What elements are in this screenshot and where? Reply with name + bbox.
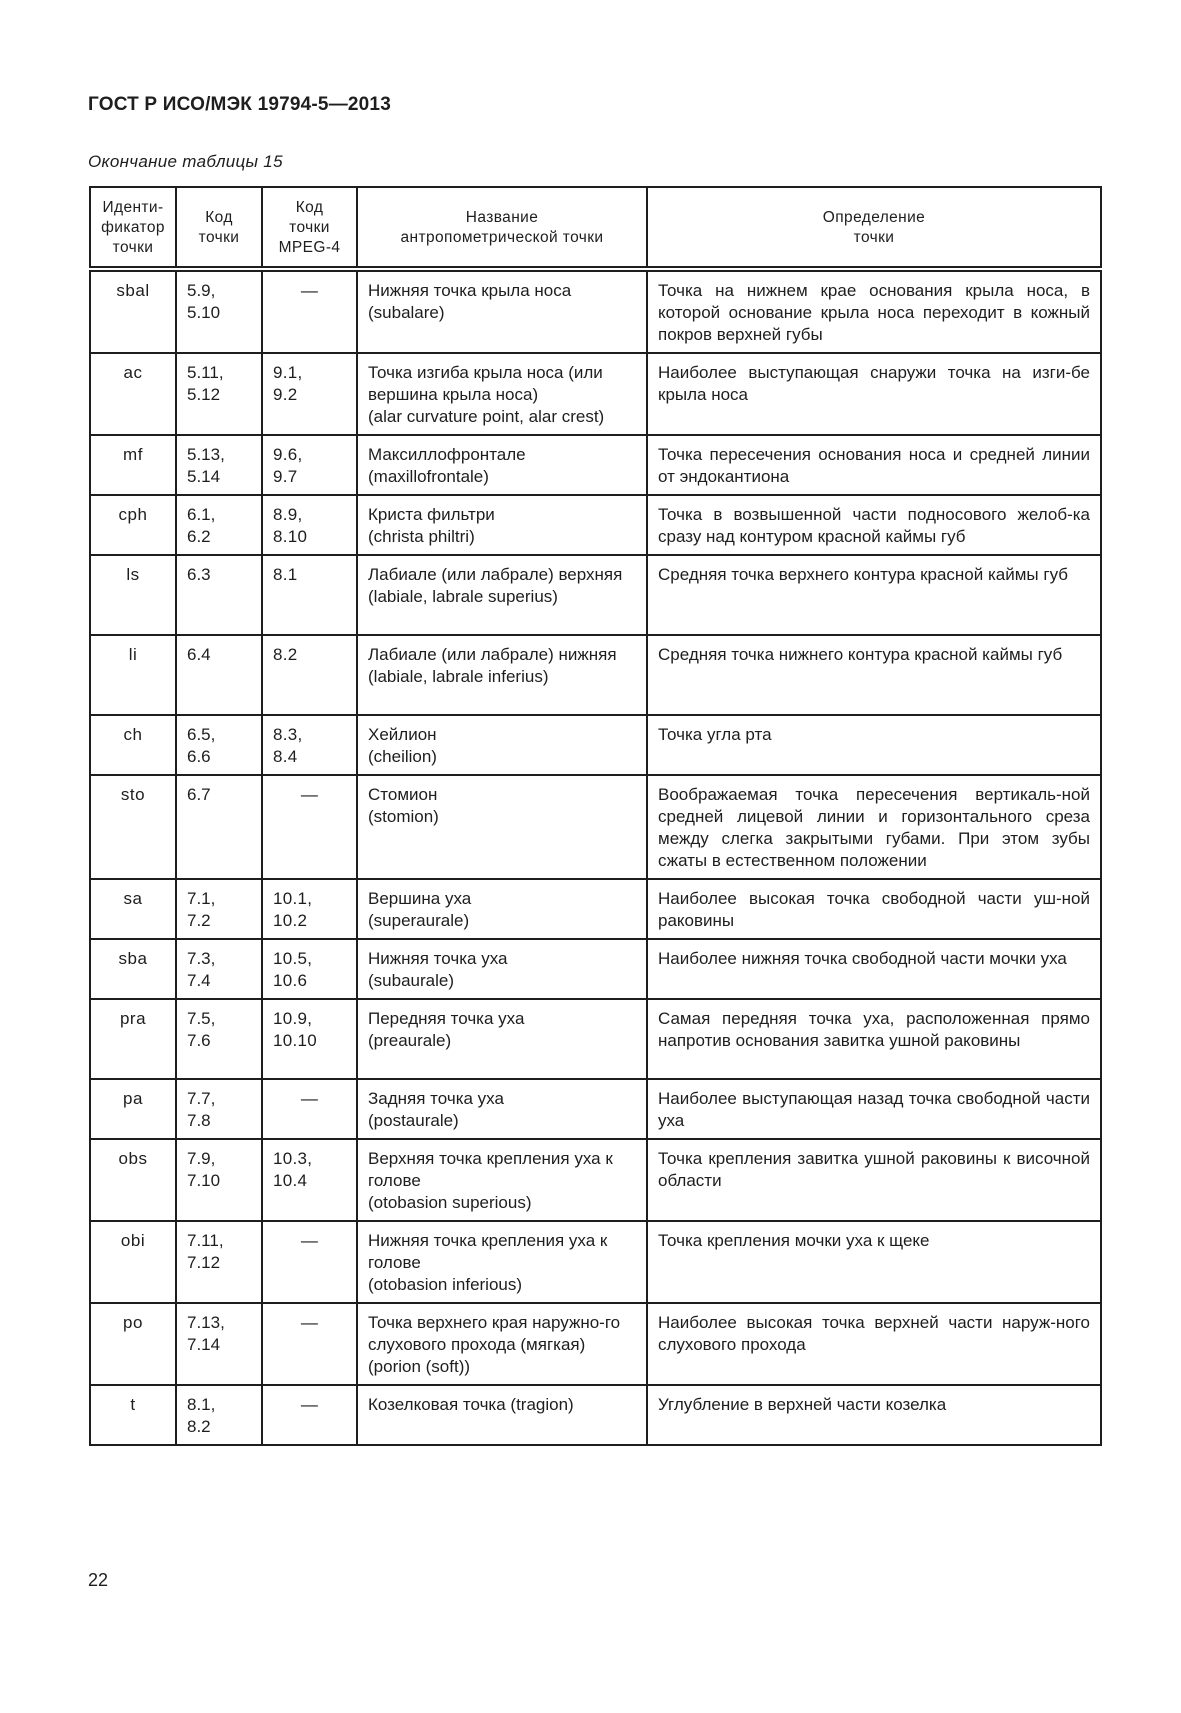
col-header-definition: Определение точки [647,187,1101,269]
cell-definition: Наиболее выступающая снаружи точка на изги-бе крыла носа [647,353,1101,435]
cell-name: Стомион (stomion) [357,775,647,879]
cell-code: 7.1, 7.2 [176,879,262,939]
table-row [90,269,1101,353]
landmark-table [89,186,1102,1446]
cell-identifier: sto [90,775,176,879]
table-row [90,495,1101,555]
cell-code: 5.11, 5.12 [176,353,262,435]
cell-code: 8.1, 8.2 [176,1385,262,1445]
cell-identifier: sba [90,939,176,999]
cell-mpeg-code: 8.3, 8.4 [262,715,357,775]
cell-identifier: li [90,635,176,715]
cell-identifier: mf [90,435,176,495]
cell-name: Верхняя точка крепления уха к голове (otobasion superious) [357,1139,647,1221]
cell-mpeg-code: 8.2 [262,635,357,715]
table-row [90,353,1101,435]
cell-mpeg-code: — [262,1303,357,1385]
table-row [90,715,1101,775]
table-row [90,999,1101,1079]
col-header-code: Код точки [176,187,262,269]
cell-mpeg-code: — [262,775,357,879]
cell-name: Нижняя точка крыла носа (subalare) [357,269,647,353]
cell-code: 7.5, 7.6 [176,999,262,1079]
cell-identifier: ls [90,555,176,635]
table-row [90,939,1101,999]
cell-name: Максиллофронтале (maxillofrontale) [357,435,647,495]
table-body [90,269,1101,1445]
table-caption: Окончание таблицы 15 [88,152,283,171]
cell-name: Точка изгиба крыла носа (или вершина крыла носа) (alar curvature point, alar crest) [357,353,647,435]
col-header-mpeg-code: Код точки MPEG-4 [262,187,357,269]
cell-definition: Точка пересечения основания носа и средней линии от эндокантиона [647,435,1101,495]
cell-definition: Точка угла рта [647,715,1101,775]
table-row [90,1079,1101,1139]
cell-identifier: sbal [90,269,176,353]
cell-name: Нижняя точка уха (subaurale) [357,939,647,999]
cell-definition: Точка крепления завитка ушной раковины к височной области [647,1139,1101,1221]
table-row [90,775,1101,879]
cell-mpeg-code: 9.6, 9.7 [262,435,357,495]
page-number: 22 [88,1570,109,1590]
table-row [90,1303,1101,1385]
cell-definition: Точка крепления мочки уха к щеке [647,1221,1101,1303]
cell-mpeg-code: 8.9, 8.10 [262,495,357,555]
cell-identifier: sa [90,879,176,939]
cell-mpeg-code: — [262,1221,357,1303]
cell-name: Нижняя точка крепления уха к голове (otobasion inferious) [357,1221,647,1303]
cell-mpeg-code: — [262,1385,357,1445]
cell-code: 7.11, 7.12 [176,1221,262,1303]
cell-definition: Точка на нижнем крае основания крыла носа, в которой основание крыла носа переходит в кожный покров верхней губы [647,269,1101,353]
cell-identifier: ac [90,353,176,435]
table-row [90,1385,1101,1445]
table-row [90,1139,1101,1221]
table-row [90,1221,1101,1303]
cell-code: 6.7 [176,775,262,879]
document-header: ГОСТ Р ИСО/МЭК 19794-5—2013 [88,94,391,115]
cell-identifier: pa [90,1079,176,1139]
col-header-name: Название антропометрической точки [357,187,647,269]
cell-mpeg-code: 10.1, 10.2 [262,879,357,939]
cell-code: 6.1, 6.2 [176,495,262,555]
cell-definition: Воображаемая точка пересечения вертикаль-ной средней лицевой линии и горизонтального среза между слегка закрытыми губами. При этом зубы сжаты в естественном положении [647,775,1101,879]
cell-code: 5.13, 5.14 [176,435,262,495]
table-header-row [90,187,1101,269]
cell-definition: Наиболее высокая точка свободной части уш-ной раковины [647,879,1101,939]
col-header-identifier: Иденти- фикатор точки [90,187,176,269]
cell-name: Хейлион (cheilion) [357,715,647,775]
cell-identifier: pra [90,999,176,1079]
cell-definition: Точка в возвышенной части подносового желоб-ка сразу над контуром красной каймы губ [647,495,1101,555]
cell-mpeg-code: 10.3, 10.4 [262,1139,357,1221]
table-row [90,635,1101,715]
cell-identifier: cph [90,495,176,555]
cell-name: Криста фильтри (christa philtri) [357,495,647,555]
cell-mpeg-code: 10.9, 10.10 [262,999,357,1079]
table-row [90,555,1101,635]
cell-name: Точка верхнего края наружно-го слухового прохода (мягкая) (porion (soft)) [357,1303,647,1385]
cell-code: 7.7, 7.8 [176,1079,262,1139]
table-row [90,879,1101,939]
cell-definition: Наиболее выступающая назад точка свободной части уха [647,1079,1101,1139]
cell-mpeg-code: 10.5, 10.6 [262,939,357,999]
cell-identifier: t [90,1385,176,1445]
cell-code: 7.13, 7.14 [176,1303,262,1385]
cell-definition: Наиболее высокая точка верхней части наруж-ного слухового прохода [647,1303,1101,1385]
cell-name: Вершина уха (superaurale) [357,879,647,939]
cell-mpeg-code: — [262,269,357,353]
cell-identifier: obs [90,1139,176,1221]
cell-code: 7.9, 7.10 [176,1139,262,1221]
cell-name: Лабиале (или лабрале) нижняя (labiale, labrale inferius) [357,635,647,715]
table-row [90,435,1101,495]
cell-name: Передняя точка уха (preaurale) [357,999,647,1079]
cell-code: 7.3, 7.4 [176,939,262,999]
cell-definition: Углубление в верхней части козелка [647,1385,1101,1445]
cell-identifier: po [90,1303,176,1385]
cell-code: 6.5, 6.6 [176,715,262,775]
cell-code: 5.9, 5.10 [176,269,262,353]
cell-code: 6.3 [176,555,262,635]
cell-mpeg-code: 9.1, 9.2 [262,353,357,435]
cell-mpeg-code: — [262,1079,357,1139]
cell-definition: Наиболее нижняя точка свободной части мочки уха [647,939,1101,999]
cell-identifier: ch [90,715,176,775]
cell-definition: Средняя точка верхнего контура красной каймы губ [647,555,1101,635]
cell-name: Козелковая точка (tragion) [357,1385,647,1445]
cell-name: Лабиале (или лабрале) верхняя (labiale, labrale superius) [357,555,647,635]
cell-name: Задняя точка уха (postaurale) [357,1079,647,1139]
cell-mpeg-code: 8.1 [262,555,357,635]
cell-definition: Самая передняя точка уха, расположенная прямо напротив основания завитка ушной раковины [647,999,1101,1079]
cell-code: 6.4 [176,635,262,715]
cell-identifier: obi [90,1221,176,1303]
cell-definition: Средняя точка нижнего контура красной каймы губ [647,635,1101,715]
